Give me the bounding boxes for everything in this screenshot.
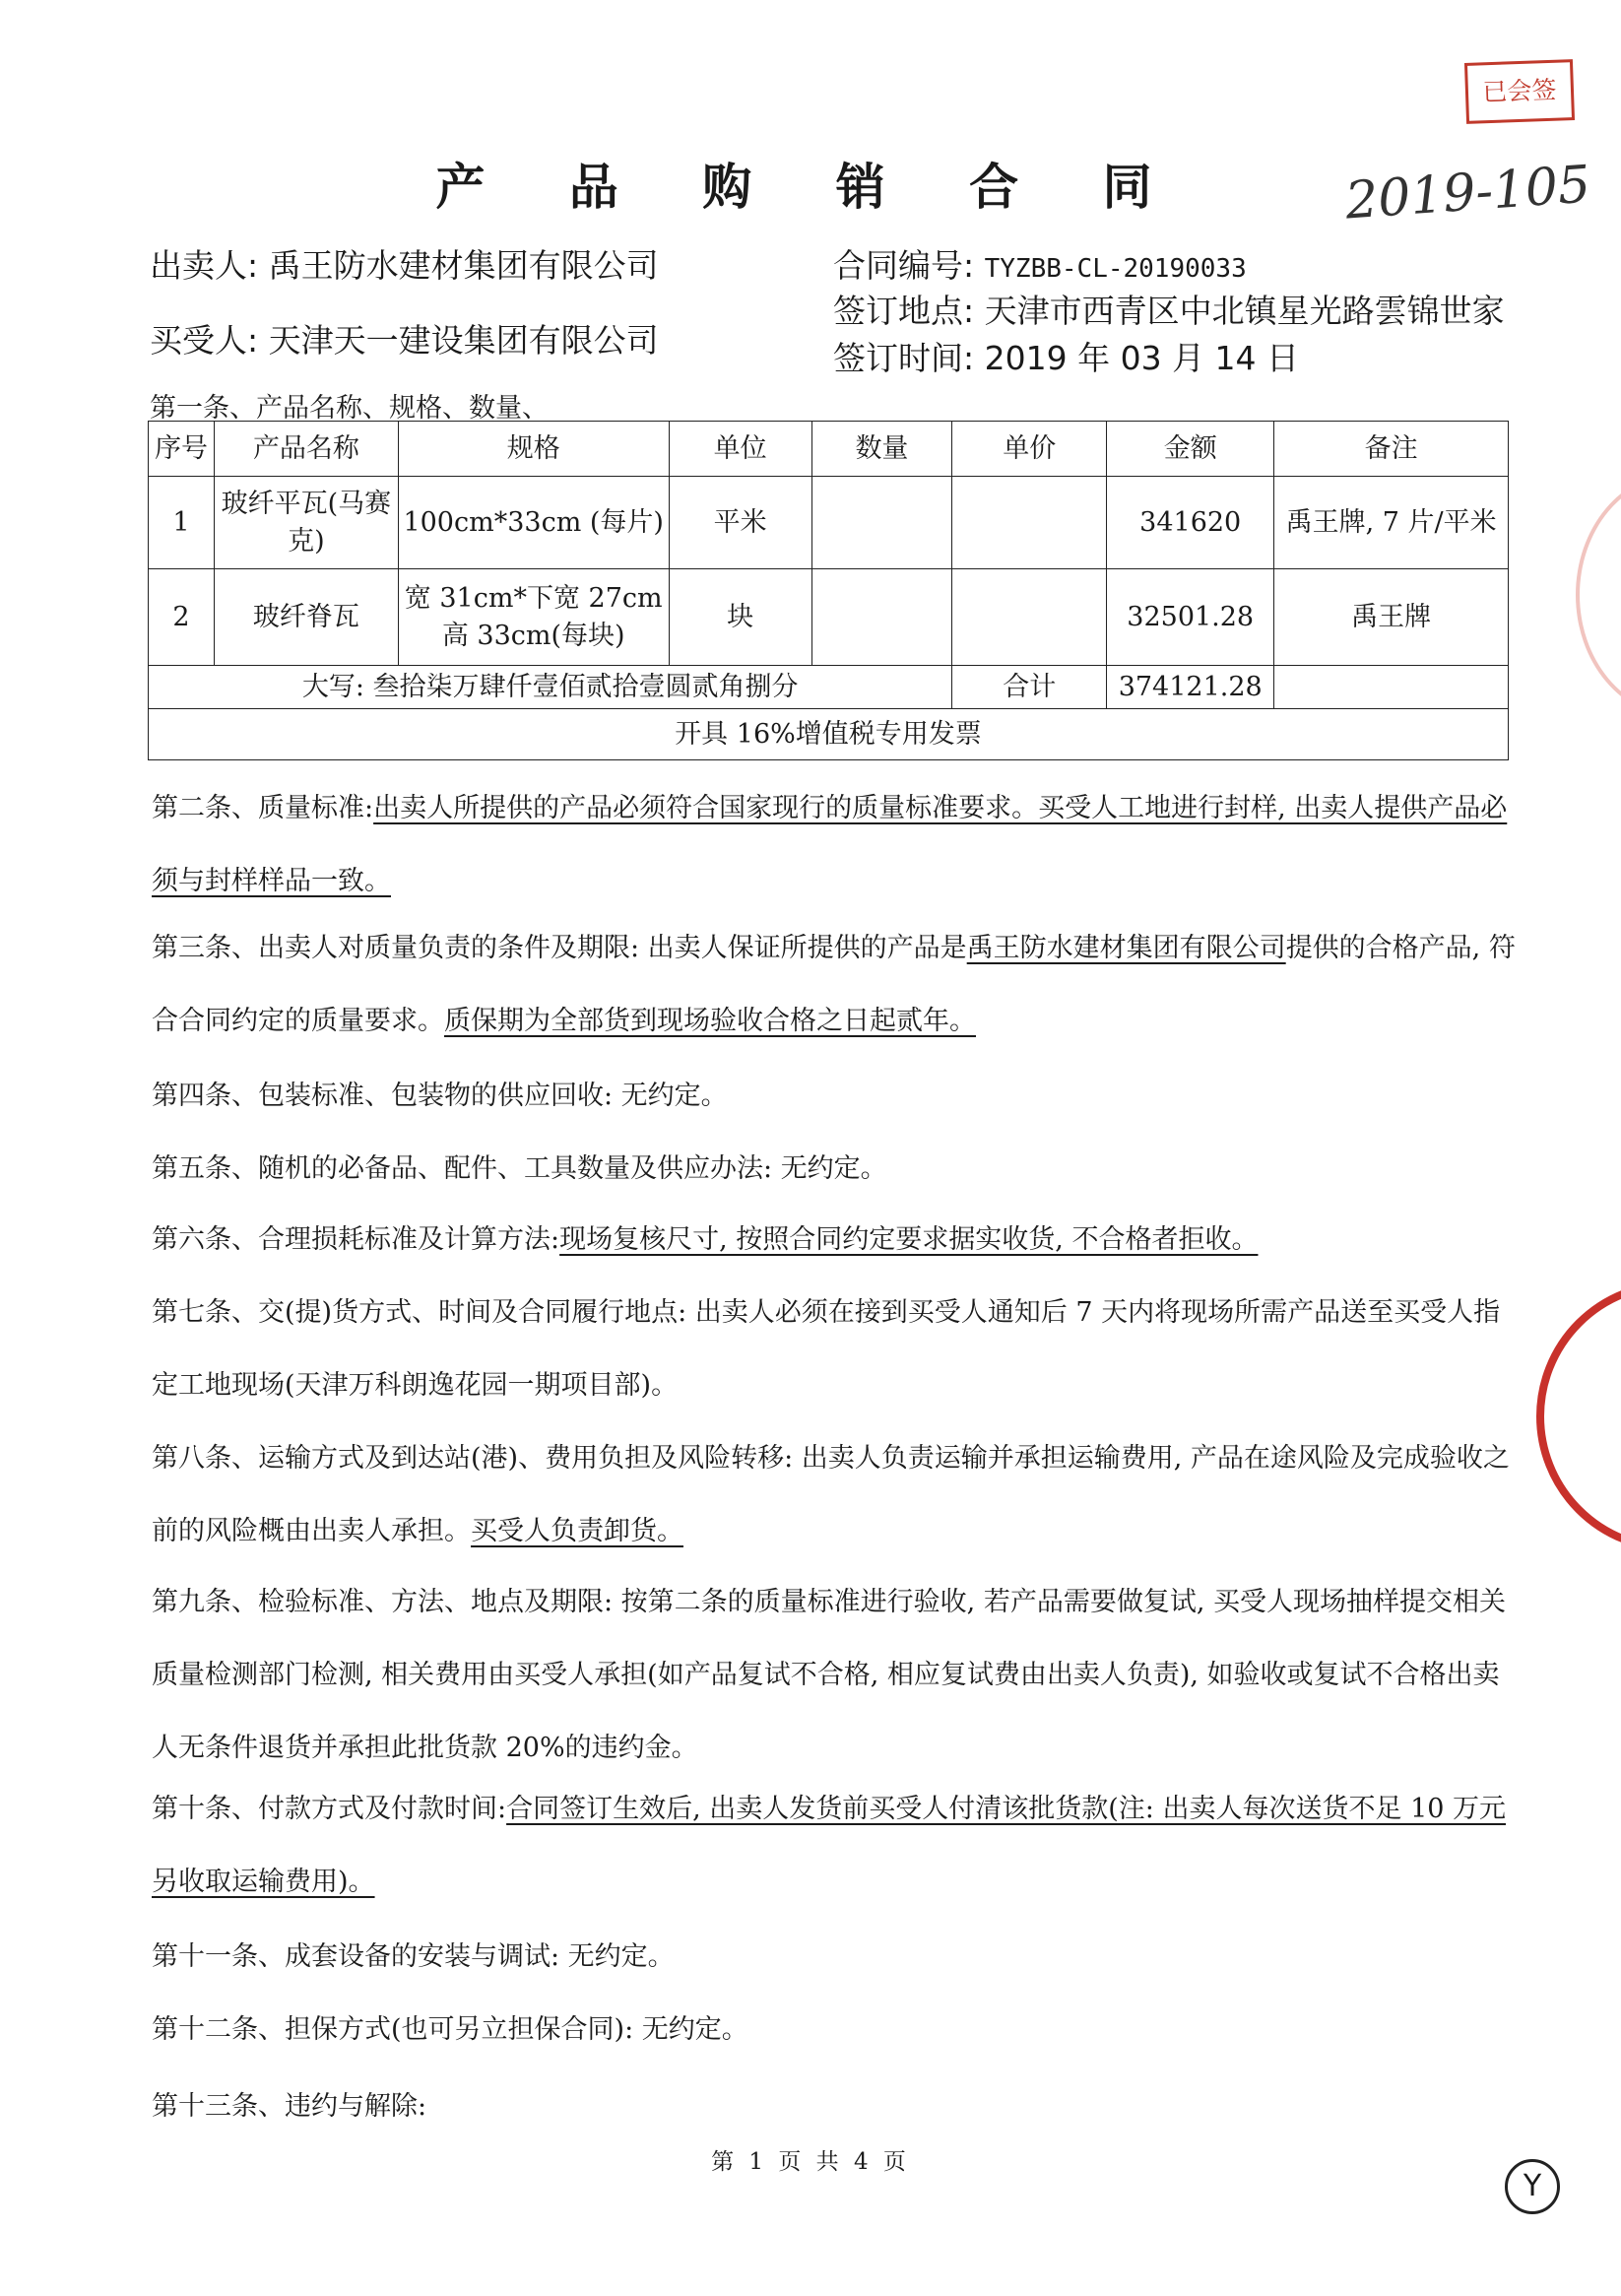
clause-2-head: 第二条、质量标准:	[152, 793, 374, 823]
clause-1: 第一条、产品名称、规格、数量、	[150, 393, 549, 424]
cell-qty	[811, 569, 952, 666]
buyer-label: 买受人:	[150, 321, 259, 360]
sign-date-line	[833, 333, 1299, 379]
sign-place: 天津市西青区中北镇星光路雲锦世家	[984, 292, 1505, 330]
sign-date: 2019 年 03 月 14 日	[984, 339, 1300, 377]
total-amount: 374121.28	[1107, 666, 1274, 709]
sign-date-label: 签订时间:	[833, 339, 975, 377]
cell-no: 2	[149, 569, 215, 666]
handwritten-number: 2019-105	[1343, 155, 1592, 231]
amount-in-words: 大写: 叁拾柒万肆仟壹佰贰拾壹圆贰角捌分	[149, 666, 952, 709]
column-header: 序号	[149, 422, 215, 477]
clause-10-head: 第十条、付款方式及付款时间:	[152, 1794, 507, 1824]
column-header: 金额	[1107, 422, 1274, 477]
clause-6	[152, 1204, 1521, 1277]
clause-2-body: 出卖人所提供的产品必须符合国家现行的质量标准要求。买受人工地进行封样, 出卖人提供产品必须与封样样品一致。	[152, 793, 1508, 896]
page-number: 第 1 页 共 4 页	[711, 2149, 910, 2175]
clause-3	[152, 912, 1521, 1058]
contract-no-line	[833, 240, 1247, 287]
faint-seal	[1576, 473, 1621, 717]
cell-empty	[1274, 666, 1509, 709]
clause-3-mid: 提供的合格产品, 符合合同约定的质量要求。	[152, 933, 1516, 1036]
clause-13: 第十三条、违约与解除:	[152, 2091, 427, 2122]
cell-no: 1	[149, 477, 215, 569]
cell-note: 禹王牌	[1274, 569, 1509, 666]
seller-label: 出卖人:	[150, 246, 259, 285]
total-label: 合计	[952, 666, 1107, 709]
clause-3-tail: 质保期为全部货到现场验收合格之日起贰年。	[444, 1006, 976, 1036]
cell-spec: 宽 31cm*下宽 27cm 高 33cm(每块)	[398, 569, 669, 666]
clause-7: 第七条、交(提)货方式、时间及合同履行地点: 出卖人必须在接到买受人通知后 7 天内将现场所需产品送至买受人指定工地现场(天津万科朗逸花园一期项目部)。	[152, 1297, 1501, 1401]
circle-y-logo-icon: Y	[1505, 2159, 1560, 2214]
clause-8	[152, 1422, 1521, 1568]
countersigned-stamp: 已会签	[1464, 59, 1575, 124]
invoice-row	[149, 709, 1509, 760]
clause-11: 第十一条、成套设备的安装与调试: 无约定。	[152, 1941, 675, 1972]
company-seal	[1536, 1280, 1621, 1552]
clause-2	[152, 772, 1521, 918]
contract-no-label: 合同编号:	[833, 246, 975, 285]
document-title: 产 品 购 销 合 同	[435, 159, 1186, 216]
buyer-line	[150, 315, 659, 361]
seller-line	[150, 240, 659, 287]
cell-name: 玻纤脊瓦	[214, 569, 398, 666]
invoice-note: 开具 16%增值税专用发票	[149, 709, 1509, 760]
contract-no: TYZBB-CL-20190033	[984, 254, 1247, 284]
clause-8-head: 第八条、运输方式及到达站(港)、费用负担及风险转移: 出卖人负责运输并承担运输费用, 产品在途风险及完成验收之前的风险概由出卖人承担。	[152, 1443, 1510, 1546]
cell-unit: 平米	[669, 477, 811, 569]
clause-3-company: 禹王防水建材集团有限公司	[966, 933, 1286, 963]
cell-price	[952, 569, 1107, 666]
cell-price	[952, 477, 1107, 569]
cell-note: 禹王牌, 7 片/平米	[1274, 477, 1509, 569]
column-header: 规格	[398, 422, 669, 477]
clause-10	[152, 1773, 1521, 1919]
buyer-name: 天津天一建设集团有限公司	[268, 321, 659, 360]
cell-spec: 100cm*33cm (每片)	[398, 477, 669, 569]
cell-unit: 块	[669, 569, 811, 666]
cell-amount: 341620	[1107, 477, 1274, 569]
clause-8-tail: 买受人负责卸货。	[471, 1516, 683, 1546]
clause-3-head: 第三条、出卖人对质量负责的条件及期限: 出卖人保证所提供的产品是	[152, 933, 967, 963]
product-table	[148, 421, 1509, 760]
column-header: 单位	[669, 422, 811, 477]
seller-name: 禹王防水建材集团有限公司	[268, 246, 659, 285]
table-header-row	[149, 422, 1509, 477]
sign-place-label: 签订地点:	[833, 292, 975, 330]
table-row	[149, 477, 1509, 569]
cell-amount: 32501.28	[1107, 569, 1274, 666]
clause-6-body: 现场复核尺寸, 按照合同约定要求据实收货, 不合格者拒收。	[559, 1224, 1259, 1255]
clause-4: 第四条、包装标准、包装物的供应回收: 无约定。	[152, 1081, 728, 1111]
sign-place-line	[833, 286, 1505, 332]
cell-name: 玻纤平瓦(马赛克)	[214, 477, 398, 569]
clause-10-body: 合同签订生效后, 出卖人发货前买受人付清该批货款(注: 出卖人每次送货不足 10 万元另收取运输费用)。	[152, 1794, 1507, 1897]
column-header: 单价	[952, 422, 1107, 477]
column-header: 备注	[1274, 422, 1509, 477]
clause-5: 第五条、随机的必备品、配件、工具数量及供应办法: 无约定。	[152, 1153, 887, 1184]
clause-6-head: 第六条、合理损耗标准及计算方法:	[152, 1224, 560, 1255]
column-header: 产品名称	[214, 422, 398, 477]
column-header: 数量	[811, 422, 952, 477]
clause-12: 第十二条、担保方式(也可另立担保合同): 无约定。	[152, 2014, 748, 2045]
total-row	[149, 666, 1509, 709]
table-row	[149, 569, 1509, 666]
clause-9: 第九条、检验标准、方法、地点及期限: 按第二条的质量标准进行验收, 若产品需要做复试, 买受人现场抽样提交相关质量检测部门检测, 相关费用由买受人承担(如产品复试不合格, 相应复试费由出卖人负责), 如验收或复试不合格出卖人无条件退货并承担此批货款 20%的违约金。	[152, 1587, 1507, 1763]
cell-qty	[811, 477, 952, 569]
